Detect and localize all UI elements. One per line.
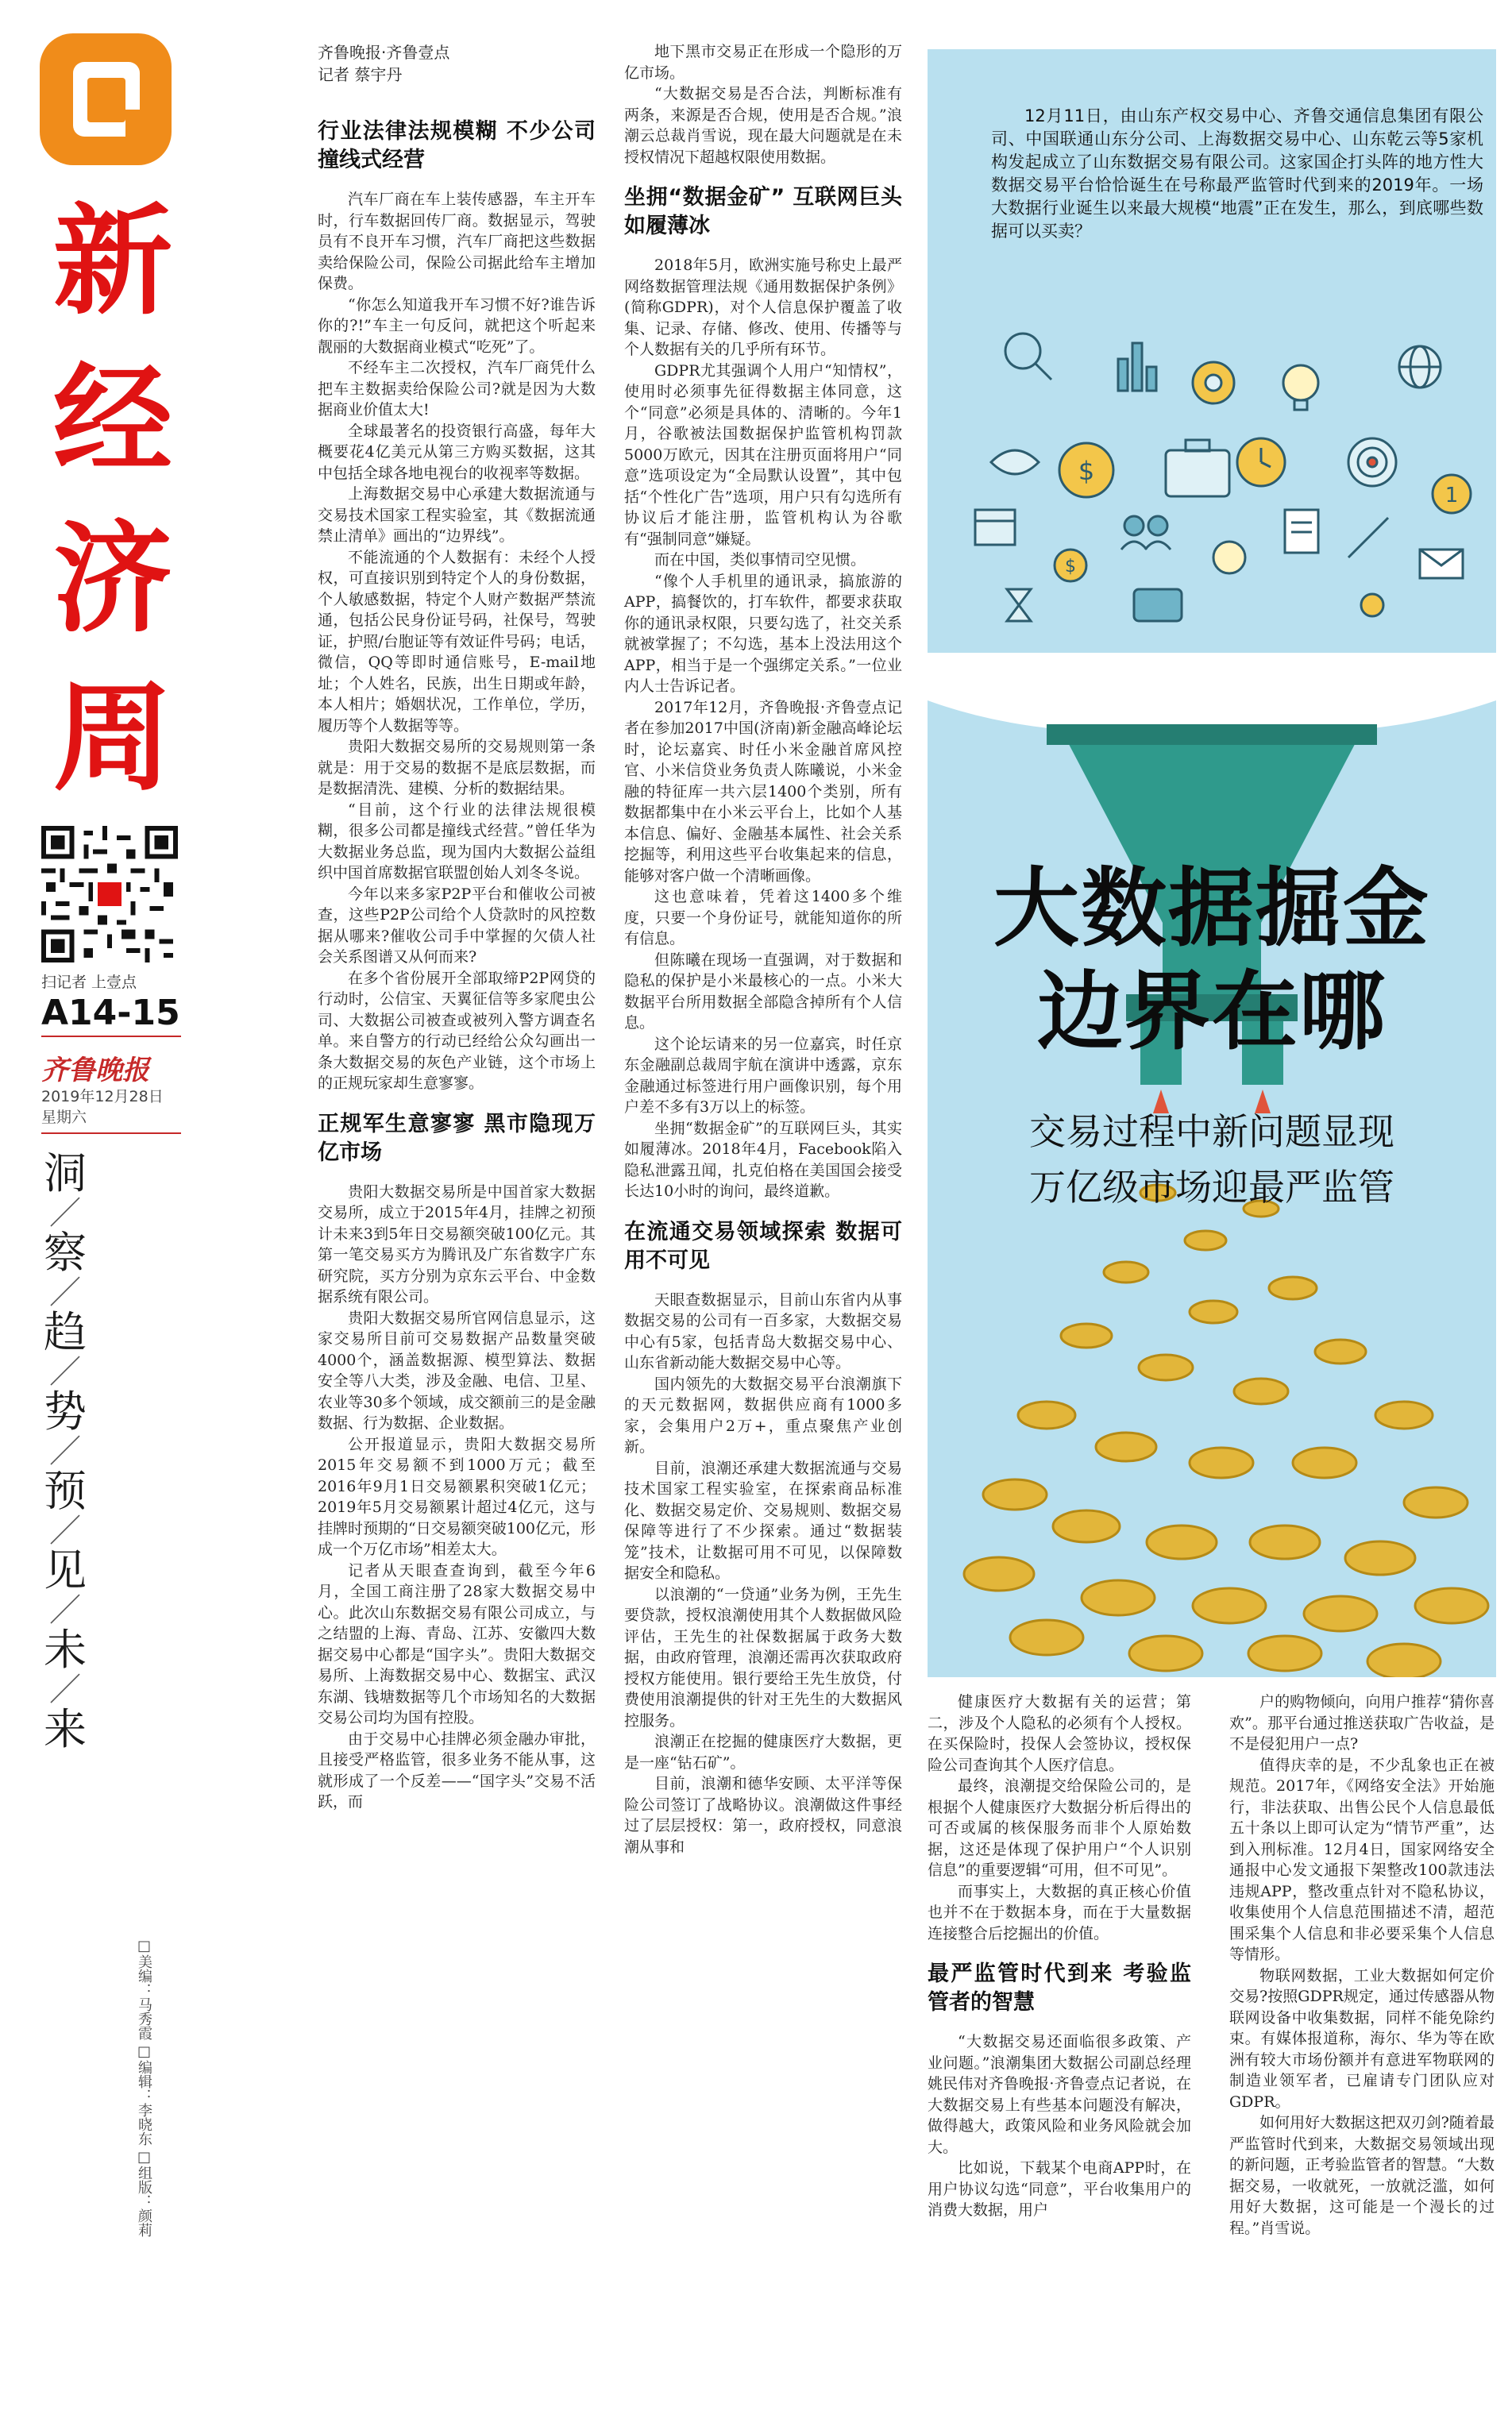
gold-coins-icon — [964, 1185, 1488, 1677]
slogan-char: 洞 — [44, 1148, 87, 1198]
hero-title: 边界在哪 — [1036, 962, 1387, 1062]
article-column-3 — [928, 1691, 1191, 2221]
dollar-icon — [1055, 550, 1086, 581]
paragraph: 记者从天眼查查询到，截至今年6月，全国工商注册了28家大数据交易中心。此次山东数据交易有限公司成立，与之结盟的上海、青岛、江苏、安徽四大数据交易中心都是“国字头”。贵阳大数据交易所、上海数据交易中心、数据宝、武汉东湖、钱塘数据等几个市场知名的大数据交易公司均为国有控股。 — [318, 1561, 596, 1726]
paragraph: 户的购物倾向，向用户推荐“猜你喜欢”。那平台通过推送获取广告收益，是不是侵犯用户一点? — [1229, 1693, 1495, 1753]
paragraph: 这也意味着，凭着这1400多个维度，只要一个身份证号，就能知道你的所有信息。 — [624, 888, 902, 947]
paragraph: 而在中国，类似事情司空见惯。 — [654, 551, 866, 569]
globe-icon — [1399, 346, 1441, 388]
section-heading: 行业法律法规模糊 不少公司撞线式经营 — [318, 119, 596, 172]
hourglass-icon — [1007, 589, 1031, 621]
issue-date: 2019年12月28日 — [41, 1088, 164, 1105]
document-icon — [1285, 510, 1318, 553]
paragraph: 这个论坛请来的另一位嘉宾，时任京东金融副总裁周宇航在演讲中透露，京东金融通过标签进行用户画像识别，每个用户差不多有3万以上的标签。 — [624, 1035, 902, 1116]
paragraph: “大数据交易是否合法，判断标准有两条，来源是否合规，使用是否合规。”浪潮云总裁肖雪说，现在最大问题就是在未授权情况下超越权限使用数据。 — [624, 85, 902, 166]
clock-icon — [1237, 438, 1285, 486]
money-bag-icon — [1059, 443, 1113, 497]
mail-icon — [1420, 550, 1463, 578]
briefcase-icon — [1166, 440, 1229, 496]
paragraph: 公开报道显示，贵阳大数据交易所2015年交易额不到1000万元；截至2016年9月1日交易额累积突破1亿元；2019年5月交易额累计超过4亿元，这与挂牌时预期的“日交易额突破100亿元，形成一个万亿市场”相差太大。 — [318, 1435, 596, 1558]
paragraph: 贵阳大数据交易所的交易规则第一条就是：用于交易的数据不是底层数据，而是数据清洗、建模、分析的数据结果。 — [318, 738, 596, 797]
paragraph: “像个人手机里的通讯录，搞旅游的APP，搞餐饮的，打车软件，都要求获取你的通讯录权限，只要勾选了，社交关系就被掌握了；不勾选，基本上没法用这个APP，相当于是一个强绑定关系。”一位业内人士告诉记者。 — [624, 572, 902, 695]
bulb-small-icon — [1361, 594, 1383, 616]
chart-icon — [1118, 343, 1156, 391]
divider — [41, 1132, 181, 1134]
slogan-separator: ／ — [49, 1275, 81, 1311]
page-numbers: A14-15 — [41, 993, 180, 1033]
byline: 记者 蔡宇丹 — [318, 65, 403, 84]
paper-name: 齐鲁晚报 — [41, 1055, 149, 1086]
newspaper-logo-icon — [37, 30, 175, 168]
hero-intro: 12月11日，由山东产权交易中心、齐鲁交通信息集团有限公司、中国联通山东分公司、上海数据交易中心、山东乾云等5家机构发起成立了山东数据交易有限公司。这家国企打头阵的地方性大数据交易平台恰恰诞生在号称最严监管时代到来的2019年。一场大数据行业诞生以来最大规模“地震”正在发生，那么，到底哪些数据可以买卖？ — [991, 106, 1483, 241]
article-column-1 — [318, 41, 596, 1813]
hero-subtitle: 万亿级市场迎最严监管 — [1029, 1166, 1394, 1209]
people-icon — [1121, 516, 1171, 550]
paragraph: 比如说，下载某个电商APP时，在用户协议勾选“同意”，平台收集用户的消费大数据，用户 — [928, 2159, 1191, 2219]
slogan-separator: ／ — [49, 1672, 81, 1708]
coin-icon — [1433, 475, 1471, 513]
slogan-char: 未 — [44, 1625, 87, 1675]
masthead-char: 经 — [52, 352, 169, 490]
section-heading: 在流通交易领域探索 数据可用不可见 — [624, 1219, 902, 1273]
paragraph: 最终，浪潮提交给保险公司的，是根据个人健康医疗大数据分析后得出的可否或属的核保服务而非个人原始数据，这还是体现了保护用户“个人识别信息”的重要逻辑“可用，但不可见”。 — [928, 1777, 1191, 1879]
slogan-char: 预 — [44, 1466, 87, 1516]
paragraph: 贵阳大数据交易所官网信息显示，这家交易所目前可交易数据产品数量突破4000个，涵盖数据源、模型算法、数据安全等八大类，涉及金融、电信、卫星、农业等30多个领域，成交额前三的是金融数据、行为数据、企业数据。 — [318, 1309, 596, 1432]
scan-hint: 扫记者 上壹点 — [41, 974, 137, 991]
masthead-char: 周 — [52, 669, 169, 808]
icon-cloud — [975, 334, 1471, 621]
credit-layout: □组版：颜莉 — [136, 2149, 152, 2237]
paragraph: 不经车主二次授权，汽车厂商凭什么把车主数据卖给保险公司?就是因为大数据商业价值太大! — [318, 359, 596, 419]
paragraph: 地下黑市交易正在形成一个隐形的万亿市场。 — [624, 43, 902, 82]
paragraph: 如何用好大数据这把双刃剑?随着最严监管时代到来，大数据交易领域出现的新问题，正考验监管者的智慧。“大数据交易，一收就死，一放就泛滥，如何用好大数据，这可能是一个漫长的过程。”肖雪说。 — [1229, 2114, 1495, 2237]
paragraph: 今年以来多家P2P平台和催收公司被查，这些P2P公司给个人贷款时的风控数据从哪来?催收公司手中掌握的欠债人社会关系图谱又从何而来? — [318, 885, 596, 966]
masthead-char: 济 — [52, 511, 169, 649]
lightbulb-icon — [1283, 365, 1318, 410]
divider — [41, 1036, 181, 1037]
section-heading: 最严监管时代到来 考验监管者的智慧 — [928, 1961, 1191, 2015]
paragraph: 贵阳大数据交易所是中国首家大数据交易所，成立于2015年4月，挂牌之初预计未来3到5年日交易额突破100亿元。其第一笔交易买方为腾讯及广东省数字广东研究院，买方分别为京东云平台、中金数据系统有限公司。 — [318, 1182, 596, 1306]
paragraph: 目前，浪潮还承建大数据流通与交易技术国家工程实验室，在探索商品标准化、数据交易定价、交易规则、数据交易保障等进行了不少探索。通过“数据装笼”技术，让数据可用不可见，以保障数据安全和隐私。 — [624, 1459, 902, 1582]
section-heading: 正规军生意寥寥 黑市隐现万亿市场 — [318, 1111, 596, 1165]
masthead-char: 新 — [52, 193, 169, 331]
slogan-separator: ／ — [49, 1195, 81, 1232]
paragraph: 浪潮正在挖掘的健康医疗大数据，更是一座“钻石矿”。 — [624, 1733, 902, 1772]
paragraph: 在多个省份展开全部取缔P2P网贷的行动时，公信宝、天翼征信等多家爬虫公司、大数据公司被查或被列入警方调查名单。来自警方的行动已经给公众勾画出一条大数据交易的灰色产业链，这个市场上的正规玩家却生意寥寥。 — [318, 969, 596, 1092]
paragraph: GDPR尤其强调个人用户“知情权”，使用时必须事先征得数据主体同意，这个“同意”必须是具体的、清晰的。今年1月，谷歌被法国数据保护监管机构罚款5000万欧元，因其在注册页面将用户“同意”选项设定为“全局默认设置”，其中包括“个性化广告”选项，用户只有勾选所有协议后才能注册，监管机构认为谷歌有“强制同意”嫌疑。 — [624, 361, 902, 548]
pen-icon — [1348, 518, 1388, 557]
target-icon — [1348, 438, 1396, 486]
credit-designer: □美编：马秀霞 — [136, 1938, 152, 2040]
slogan-separator: ／ — [49, 1433, 81, 1470]
idea-icon — [1213, 542, 1245, 573]
slogan-vertical — [41, 1150, 89, 1753]
slogan-char: 来 — [44, 1704, 87, 1754]
paragraph: 2017年12月，齐鲁晚报·齐鲁壹点记者在参加2017中国(济南)新金融高峰论坛时，论坛嘉宾、时任小米金融首席风控官、小米信贷业务负责人陈曦说，小米金融的特征库一共六层1400个类别，所有数据都集中在小米云平台上，比如个人基本信息、偏好、金融基本属性、社会关系挖掘等，利用这些平台收集起来的信息，能够对客户做一个清晰画像。 — [624, 698, 902, 885]
paragraph: 值得庆幸的是，不少乱象也正在被规范。2017年，《网络安全法》开始施行，非法获取、出售公民个人信息最低五十条以上即可认定为“情节严重”，达到入刑标准。12月4日，国家网络安全通报中心发文通报下架整改100款违法违规APP，整改重点针对不隐私协议，收集使用个人信息范围描述不清，超范围采集个人信息和非必要采集个人信息等情形。 — [1229, 1756, 1495, 1963]
section-heading: 坐拥“数据金矿” 互联网巨头如履薄冰 — [624, 185, 902, 238]
qr-code-icon[interactable] — [41, 826, 178, 962]
paragraph: 2018年5月，欧洲实施号称史上最严网络数据管理法规《通用数据保护条例》(简称GDPR)，对个人信息保护覆盖了收集、记录、存储、修改、使用、传播等与个人数据有关的几乎所有环节。 — [624, 257, 902, 358]
paragraph: 但陈曦在现场一直强调，对于数据和隐私的保护是小米最核心的一点。小米大数据平台所用数据全部隐含掉所有个人信息。 — [624, 951, 902, 1032]
paragraph: 坐拥“数据金矿”的互联网巨头，其实如履薄冰。2018年4月，Facebook陷入隐私泄露丑闻，扎克伯格在美国国会接受长达10小时的询问，最终道歉。 — [624, 1119, 902, 1200]
staff-credits — [133, 1938, 181, 2240]
slogan-char: 趋 — [44, 1307, 87, 1357]
paragraph: 天眼查数据显示，目前山东省内从事数据交易的公司有一百多家，大数据交易中心有5家，包括青岛大数据交易中心、山东省新动能大数据交易中心等。 — [624, 1290, 902, 1371]
byline: 齐鲁晚报·齐鲁壹点 — [318, 43, 450, 62]
paragraph: 国内领先的大数据交易平台浪潮旗下的天元数据网，数据供应商有1000多家，会集用户2万+，重点聚焦产业创新。 — [624, 1375, 902, 1456]
handshake-icon — [991, 450, 1039, 474]
bag-icon — [1134, 589, 1182, 621]
paragraph: 以浪潮的“一贷通”业务为例，王先生要贷款，授权浪潮使用其个人数据做风险评估，王先生的社保数据属于政务大数据，由政府管理，浪潮还需再次获取政府授权方能使用。银行要给王先生放贷，付费使用浪潮提供的针对王先生的大数据风控服务。 — [624, 1585, 902, 1730]
paragraph: 物联网数据，工业大数据如何定价交易?按照GDPR规定，通过传感器从物联网设备中收集数据，同样不能免除约束。有媒体报道称，海尔、华为等在欧洲有较大市场份额并有意进军物联网的制造业领军者，已雇请专门团队应对GDPR。 — [1229, 1966, 1495, 2111]
paragraph: “大数据交易还面临很多政策、产业问题。”浪潮集团大数据公司副总经理姚民伟对齐鲁晚报·齐鲁壹点记者说，在大数据交易上有些基本问题没有解决，做得越大，政策风险和业务风险就会加大。 — [928, 2033, 1191, 2156]
slogan-separator: ／ — [49, 1513, 81, 1549]
hero-title: 大数据掘金 — [993, 859, 1430, 959]
slogan-separator: ／ — [49, 1354, 81, 1391]
slogan-separator: ／ — [49, 1592, 81, 1629]
hero-subtitle: 交易过程中新问题显现 — [1029, 1110, 1394, 1153]
paragraph: 不能流通的个人数据有：未经个人授权，可直接识别到特定个人的身份数据，个人敏感数据，特定个人财产数据严禁流通，包括公民身份证号码，社保号，驾驶证，护照/台胞证等有效证件号码；电话，微信，QQ等即时通信账号，E-mail地址；个人姓名，民族，出生日期或年龄，本人相片；婚姻状况，工作单位，学历，履历等个人数据等等。 — [318, 548, 596, 735]
svg-text:$: $ — [1065, 557, 1076, 577]
slogan-char: 见 — [44, 1545, 87, 1595]
article-column-4 — [1229, 1691, 1495, 2239]
credit-editor: □编辑：李晓东 — [136, 2043, 152, 2146]
paragraph: 上海数据交易中心承建大数据流通与交易技术国家工程实验室，其《数据流通禁止清单》画出的“边界线”。 — [318, 485, 596, 545]
slogan-char: 察 — [44, 1228, 87, 1278]
slogan-char: 势 — [44, 1387, 87, 1437]
paragraph: 由于交易中心挂牌必须金融办审批，且接受严格监管，很多业务不能从事，这就形成了一个反差——“国字头”交易不活跃，而 — [318, 1730, 596, 1811]
calendar-icon — [975, 510, 1015, 545]
paragraph: “你怎么知道我开车习惯不好?谁告诉你的?!”车主一句反问，就把这个听起来靓丽的大数据商业模式“吃死”了。 — [318, 295, 596, 356]
gear-icon — [1193, 362, 1234, 403]
svg-text:1: 1 — [1444, 484, 1459, 507]
paragraph: 健康医疗大数据有关的运营；第二，涉及个人隐私的必须有个人授权。在买保险时，投保人会签协议，授权保险公司查询其个人医疗信息。 — [928, 1693, 1191, 1774]
paragraph: 目前，浪潮和德华安顾、太平洋等保险公司签订了战略协议。浪潮做这件事经过了层层授权：第一，政府授权，同意浪潮从事和 — [624, 1775, 902, 1856]
paragraph: “目前，这个行业的法律法规很模糊，很多公司都是撞线式经营。”曾任华为大数据业务总监，现为国内大数据公益组织中国首席数据官联盟创始人刘冬冬说。 — [318, 800, 596, 881]
magnifier-icon — [1005, 334, 1051, 380]
svg-text:$: $ — [1078, 456, 1095, 486]
paragraph: 而事实上，大数据的真正核心价值也并不在于数据本身，而在于大量数据连接整合后挖掘出的价值。 — [928, 1882, 1191, 1942]
article-column-2 — [624, 41, 902, 1857]
paragraph: 汽车厂商在车上装传感器，车主开车时，行车数据回传厂商。数据显示，驾驶员有不良开车习惯，汽车厂商把这些数据卖给保险公司，保险公司据此给车主增加保费。 — [318, 191, 596, 292]
paragraph: 全球最著名的投资银行高盛，每年大概要花4亿美元从第三方购买数据，这其中包括全球各地电视台的收视率等数据。 — [318, 422, 596, 482]
issue-weekday: 星期六 — [41, 1109, 87, 1126]
